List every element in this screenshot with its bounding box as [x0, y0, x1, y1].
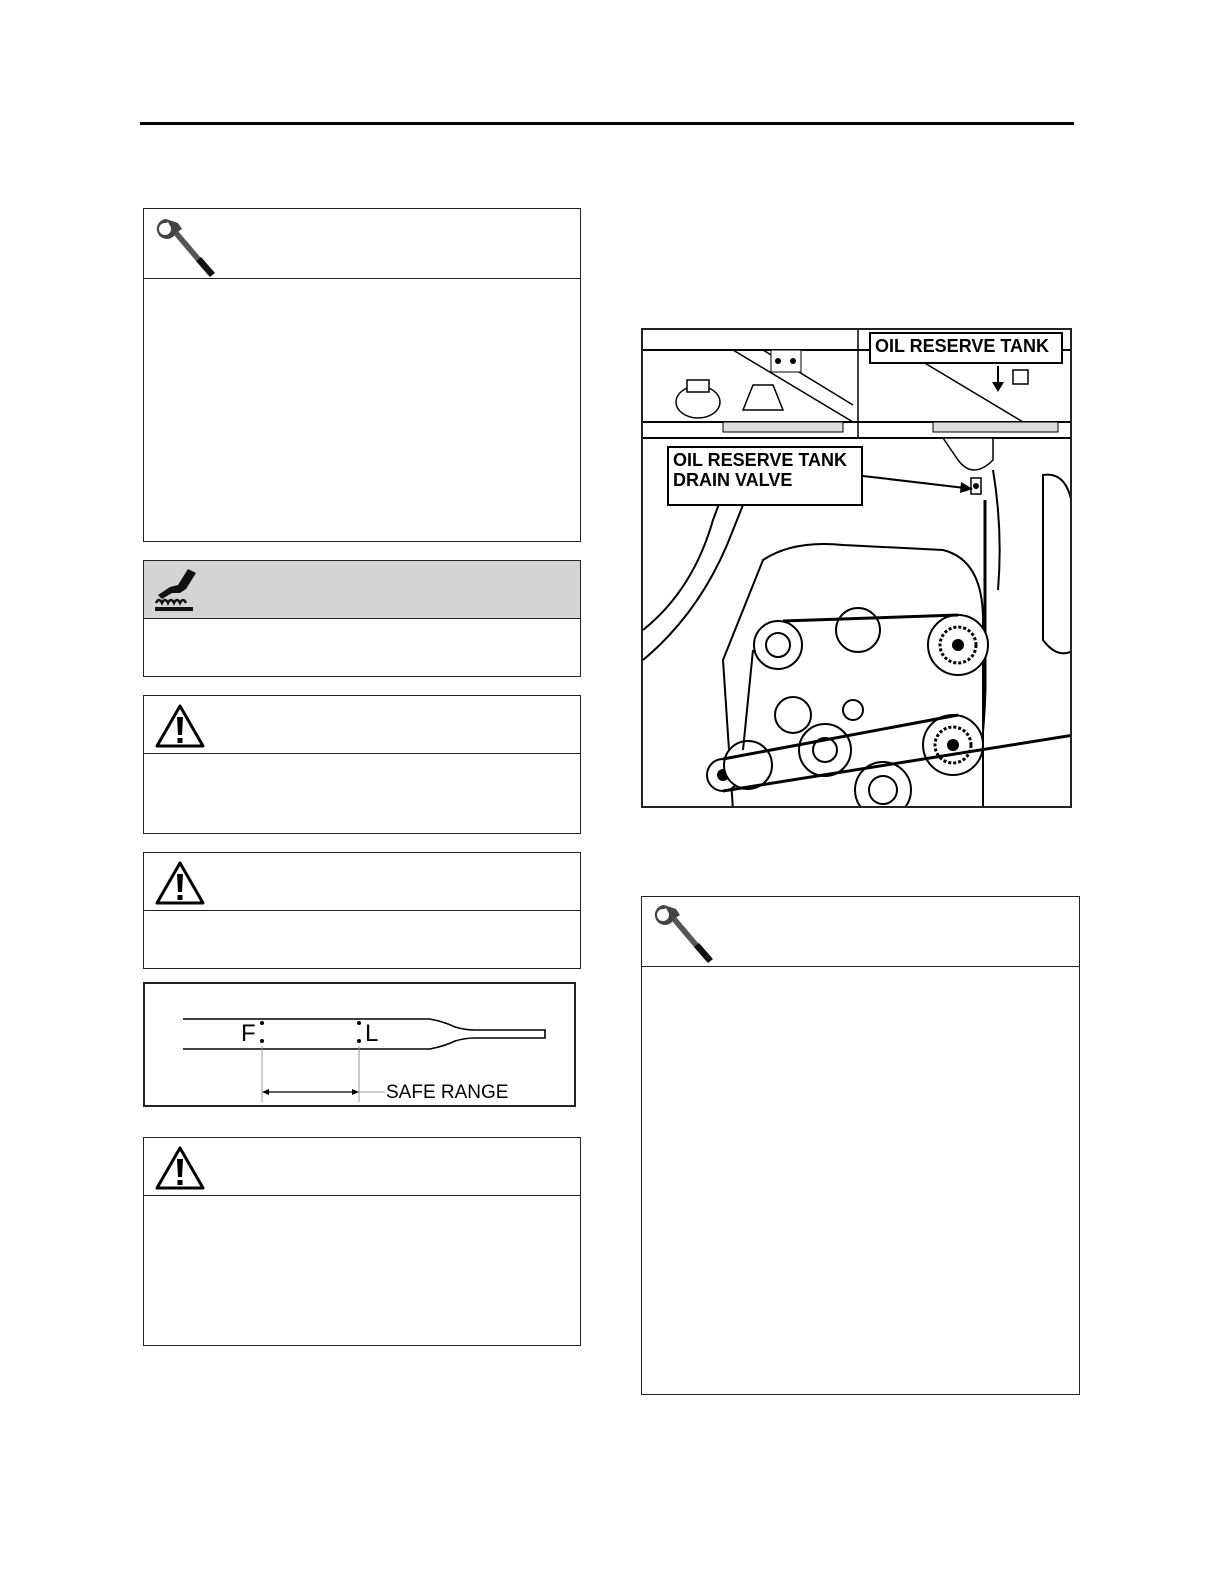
service-note-box-2	[641, 896, 1080, 1395]
wrench-icon	[152, 213, 222, 285]
dipstick-drawing	[145, 984, 578, 1109]
caution-header-3	[144, 1138, 580, 1196]
dipstick-full-mark: F	[241, 1020, 256, 1047]
caution-box-2	[143, 852, 581, 969]
drain-valve-label-line1: OIL RESERVE TANK	[673, 450, 848, 470]
oil-reserve-tank-label: OIL RESERVE TANK	[875, 336, 1050, 356]
header-rule	[140, 122, 1074, 125]
hot-surface-header	[144, 561, 580, 619]
oil-reserve-tank-callout	[869, 332, 1063, 364]
service-note-box-1	[143, 208, 581, 542]
caution-triangle-icon	[154, 860, 206, 906]
caution-box-3	[143, 1137, 581, 1346]
hot-surface-icon	[152, 565, 204, 617]
caution-header-2	[144, 853, 580, 911]
caution-header-1	[144, 696, 580, 754]
drain-valve-callout	[667, 446, 863, 506]
safe-range-label: SAFE RANGE	[386, 1082, 509, 1103]
drain-valve-label-line2: DRAIN VALVE	[673, 470, 793, 490]
caution-triangle-icon	[154, 703, 206, 749]
dipstick-low-mark: L	[365, 1020, 379, 1047]
engine-line-drawing	[643, 330, 1072, 808]
dipstick-figure	[143, 982, 576, 1107]
wrench-icon	[650, 899, 720, 971]
caution-triangle-icon	[154, 1145, 206, 1191]
hot-surface-box	[143, 560, 581, 677]
caution-box-1	[143, 695, 581, 834]
engine-compartment-figure	[641, 328, 1072, 808]
